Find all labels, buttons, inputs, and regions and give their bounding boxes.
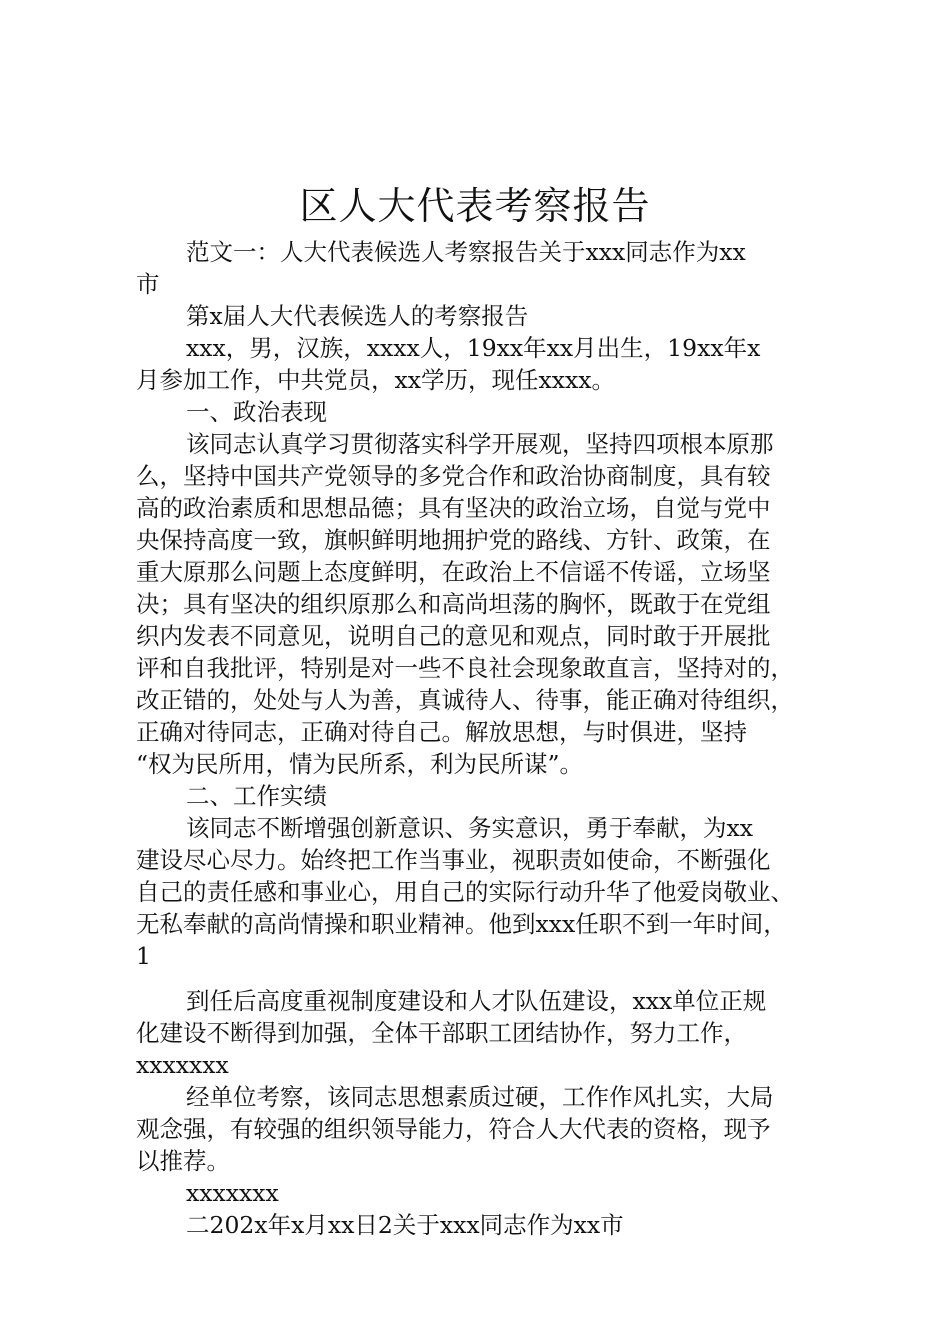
body-line: 到任后高度重视制度建设和人才队伍建设，xxx单位正规 <box>186 987 767 1015</box>
body-line: 高的政治素质和思想品德；具有坚决的政治立场，自觉与党中 <box>136 494 771 522</box>
body-line: 重大原那么问题上态度鲜明，在政治上不信谣不传谣，立场坚 <box>136 558 771 586</box>
section-heading: 二、工作实绩 <box>186 782 327 810</box>
body-line: “权为民所用，情为民所系，利为民所谋”。 <box>136 750 584 778</box>
body-line: 建设尽心尽力。始终把工作当事业，视职责如使命，不断强化 <box>136 846 771 874</box>
body-line: 织内发表不同意见，说明自己的意见和观点，同时敢于开展批 <box>136 622 771 650</box>
body-line: 经单位考察，该同志思想素质过硬，工作作风扎实，大局 <box>186 1083 774 1111</box>
document-title: 区人大代表考察报告 <box>299 184 651 228</box>
body-line: 决；具有坚决的组织原那么和高尚坦荡的胸怀，既敢于在党组 <box>136 590 771 618</box>
body-line: 改正错的，处处与人为善，真诚待人、待事，能正确对待组织， <box>136 686 794 714</box>
body-line: 范文一：人大代表候选人考察报告关于xxx同志作为xx <box>186 238 746 266</box>
body-line: 以推荐。 <box>136 1147 230 1175</box>
body-line: 正确对待同志，正确对待自己。解放思想，与时俱进，坚持 <box>136 718 747 746</box>
body-line: xxxxxxx <box>136 1051 229 1079</box>
spacer <box>136 972 836 985</box>
body-line: 第x届人大代表候选人的考察报告 <box>186 302 529 330</box>
body-line: 观念强，有较强的组织领导能力，符合人大代表的资格，现予 <box>136 1115 771 1143</box>
body-line: 二202x年x月xx日2关于xxx同志作为xx市 <box>186 1211 624 1239</box>
body-line: 化建设不断得到加强，全体干部职工团结协作，努力工作， <box>136 1019 747 1047</box>
signature-placeholder: xxxxxxx <box>186 1179 279 1207</box>
page-number: 1 <box>136 942 151 970</box>
document-body <box>136 236 836 1241</box>
body-line: 央保持高度一致，旗帜鲜明地拥护党的路线、方针、政策，在 <box>136 526 771 554</box>
section-heading: 一、政治表现 <box>186 398 327 426</box>
body-line: 自己的责任感和事业心，用自己的实际行动升华了他爱岗敬业、 <box>136 878 794 906</box>
body-line: 市 <box>136 270 160 298</box>
body-line: 该同志认真学习贯彻落实科学开展观，坚持四项根本原那 <box>186 430 774 458</box>
body-line: 该同志不断增强创新意识、务实意识，勇于奉献，为xx <box>186 814 754 842</box>
body-line: xxx，男，汉族，xxxx人，19xx年xx月出生，19xx年x <box>186 334 761 362</box>
body-line: 么，坚持中国共产党领导的多党合作和政治协商制度，具有较 <box>136 462 771 490</box>
body-line: 无私奉献的高尚情操和职业精神。他到xxx任职不到一年时间， <box>136 910 787 938</box>
body-line: 评和自我批评，特别是对一些不良社会现象敢直言，坚持对的， <box>136 654 794 682</box>
body-line: 月参加工作，中共党员，xx学历，现任xxxx。 <box>136 366 616 394</box>
